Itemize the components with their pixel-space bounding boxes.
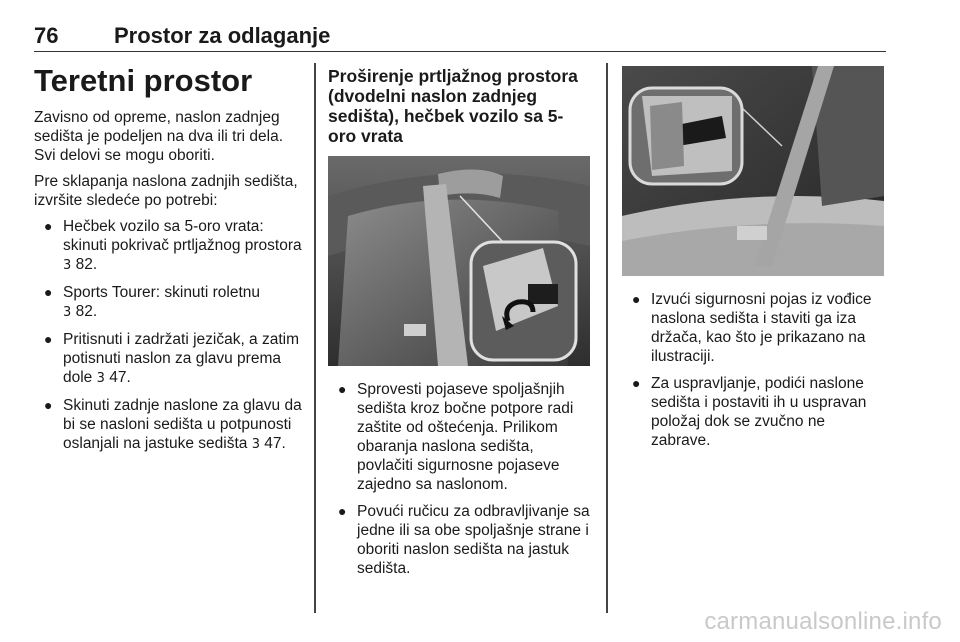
column-divider-right bbox=[606, 63, 608, 613]
reference-arrow-icon: 3 bbox=[63, 305, 72, 320]
bullet-icon: ● bbox=[44, 218, 53, 234]
column-1 bbox=[34, 63, 302, 462]
preparation-list bbox=[34, 217, 302, 454]
instruction-list bbox=[622, 290, 887, 450]
bullet-icon: ● bbox=[632, 291, 641, 307]
instruction-list bbox=[328, 380, 590, 578]
bullet-icon: ● bbox=[338, 381, 347, 397]
page-reference-link[interactable]: 47. bbox=[109, 369, 131, 386]
bullet-icon: ● bbox=[338, 503, 347, 519]
list-item-text: Sports Tourer: skinuti roletnu bbox=[63, 284, 261, 301]
list-item bbox=[328, 502, 590, 578]
list-item bbox=[34, 330, 302, 388]
list-item-text: Povući ručicu za odbravljivanje sa jedne ili sa obe spoljašnje strane i oboriti naslon sedišta na jastuk sedišta. bbox=[357, 503, 590, 577]
sub-heading: Proširenje prtljažnog prostora (dvodelni naslon zadnjeg sedišta), hečbek vozilo sa 5-oro vrata bbox=[328, 66, 578, 146]
section-title: Prostor za odlaganje bbox=[114, 23, 331, 48]
page-reference-link[interactable]: 82. bbox=[75, 303, 98, 320]
bullet-icon: ● bbox=[632, 375, 641, 391]
intro-paragraph: Zavisno od opreme, naslon zadnjeg sedišta je podeljen na dva ili tri dela. Svi delovi se mogu oboriti. bbox=[34, 109, 284, 164]
column-3 bbox=[622, 66, 887, 458]
watermark: carmanualsonline.info bbox=[704, 608, 942, 635]
reference-arrow-icon: 3 bbox=[63, 258, 72, 273]
reference-arrow-icon: 3 bbox=[96, 371, 105, 386]
seat-belt-holder-illustration bbox=[622, 66, 884, 276]
main-heading: Teretni prostor bbox=[34, 63, 253, 98]
instruction-paragraph: Pre sklapanja naslona zadnjih sedišta, izvršite sledeće po potrebi: bbox=[34, 173, 298, 209]
bullet-icon: ● bbox=[44, 397, 53, 413]
page-number: 76 bbox=[34, 23, 59, 48]
list-item-text: Za uspravljanje, podići naslone sedišta i postaviti ih u uspravan položaj dok se zvučno ne zabrave. bbox=[651, 375, 867, 449]
list-item bbox=[622, 374, 887, 450]
list-item bbox=[34, 283, 302, 322]
list-item bbox=[34, 396, 302, 454]
list-item-text: Izvući sigurnosni pojas iz vođice naslona sedišta i staviti ga iza držača, kao što je prikazano na ilustraciji. bbox=[651, 291, 872, 365]
list-item-text: Skinuti zadnje naslone za glavu da bi se nasloni sedišta u potpunosti oslanjali na jastuke sedišta bbox=[63, 397, 302, 452]
page-reference-link[interactable]: 47. bbox=[264, 435, 286, 452]
list-item-text: Sprovesti pojaseve spoljašnjih sedišta kroz bočne potpore radi zaštite od oštećenja. Prilikom obaranja naslona sedišta, povlačiti sigurnosne pojaseve zajedno sa naslonom. bbox=[357, 381, 574, 493]
list-item bbox=[34, 217, 302, 275]
list-item-text: Hečbek vozilo sa 5-oro vrata: skinuti pokrivač prtljažnog prostora bbox=[63, 218, 302, 254]
page-header bbox=[34, 14, 886, 52]
reference-arrow-icon: 3 bbox=[251, 437, 260, 452]
bullet-icon: ● bbox=[44, 331, 53, 347]
column-2 bbox=[328, 66, 590, 586]
bullet-icon: ● bbox=[44, 284, 53, 300]
list-item bbox=[328, 380, 590, 494]
list-item-text: Pritisnuti i zadržati jezičak, a zatim potisnuti naslon za glavu prema dole bbox=[63, 331, 300, 386]
list-item bbox=[622, 290, 887, 366]
page-reference-link[interactable]: 82. bbox=[75, 256, 98, 273]
column-divider-left bbox=[314, 63, 316, 613]
seat-belt-guide-illustration bbox=[328, 156, 590, 366]
